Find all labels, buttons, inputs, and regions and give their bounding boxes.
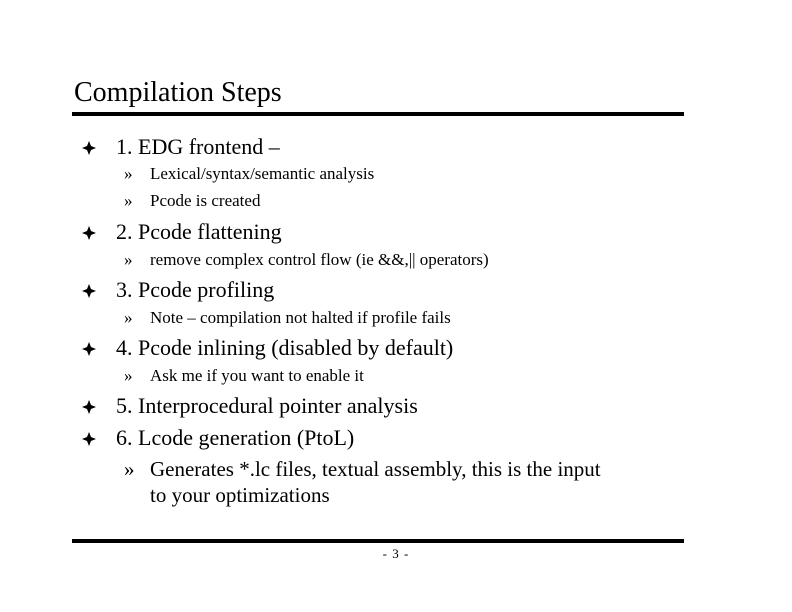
diamond-bullet-icon: [82, 284, 96, 298]
sub-bullet-4-1-text: Ask me if you want to enable it: [150, 366, 364, 385]
sub-bullet-4-1: [0, 366, 792, 386]
sub-bullet-marker: »: [124, 308, 133, 327]
diamond-bullet-icon: [82, 141, 96, 155]
bullet-item-2-text: 2. Pcode flattening: [116, 219, 282, 244]
sub-bullet-2-1-text: remove complex control flow (ie &&,|| operators): [150, 250, 489, 269]
sub-bullet-6-1: [0, 456, 792, 482]
sub-bullet-marker: »: [124, 366, 133, 385]
slide-title: Compilation Steps: [74, 77, 282, 108]
sub-bullet-1-2-text: Pcode is created: [150, 191, 261, 210]
bullet-item-3: [0, 277, 792, 303]
bullet-item-4: [0, 335, 792, 361]
sub-bullet-marker: »: [124, 191, 133, 210]
sub-bullet-2-1: [0, 250, 792, 270]
sub-bullet-1-1-text: Lexical/syntax/semantic analysis: [150, 164, 375, 183]
sub-bullet-marker: »: [124, 164, 133, 183]
sub-bullet-1-2: [0, 191, 792, 211]
bullet-item-1-text: 1. EDG frontend –: [116, 134, 280, 159]
diamond-bullet-icon: [82, 342, 96, 356]
bullet-item-1: [0, 134, 792, 160]
sub-bullet-marker: »: [124, 457, 135, 481]
title-rule: [72, 112, 684, 116]
bullet-item-5: [0, 393, 792, 419]
diamond-bullet-icon: [82, 400, 96, 414]
sub-bullet-3-1: [0, 308, 792, 328]
bullet-item-5-text: 5. Interprocedural pointer analysis: [116, 393, 418, 418]
page-number: - 3 -: [382, 546, 410, 561]
sub-bullet-1-1: [0, 164, 792, 184]
bullet-item-3-text: 3. Pcode profiling: [116, 277, 275, 302]
diamond-bullet-icon: [82, 226, 96, 240]
sub-bullet-marker: »: [124, 250, 133, 269]
diamond-bullet-icon: [82, 432, 96, 446]
bullet-item-6-text: 6. Lcode generation (PtoL): [116, 425, 355, 450]
footer-rule: [72, 539, 684, 543]
bullet-item-4-text: 4. Pcode inlining (disabled by default): [116, 335, 454, 360]
bullet-item-6: [0, 425, 792, 451]
sub-bullet-6-1-text-line-2: to your optimizations: [150, 483, 330, 507]
bullet-item-2: [0, 219, 792, 245]
sub-bullet-3-1-text: Note – compilation not halted if profile fails: [150, 308, 451, 327]
sub-bullet-6-1-text-line-1: Generates *.lc files, textual assembly, this is the input: [150, 457, 601, 481]
sub-bullet-6-1-continued: [0, 482, 792, 508]
